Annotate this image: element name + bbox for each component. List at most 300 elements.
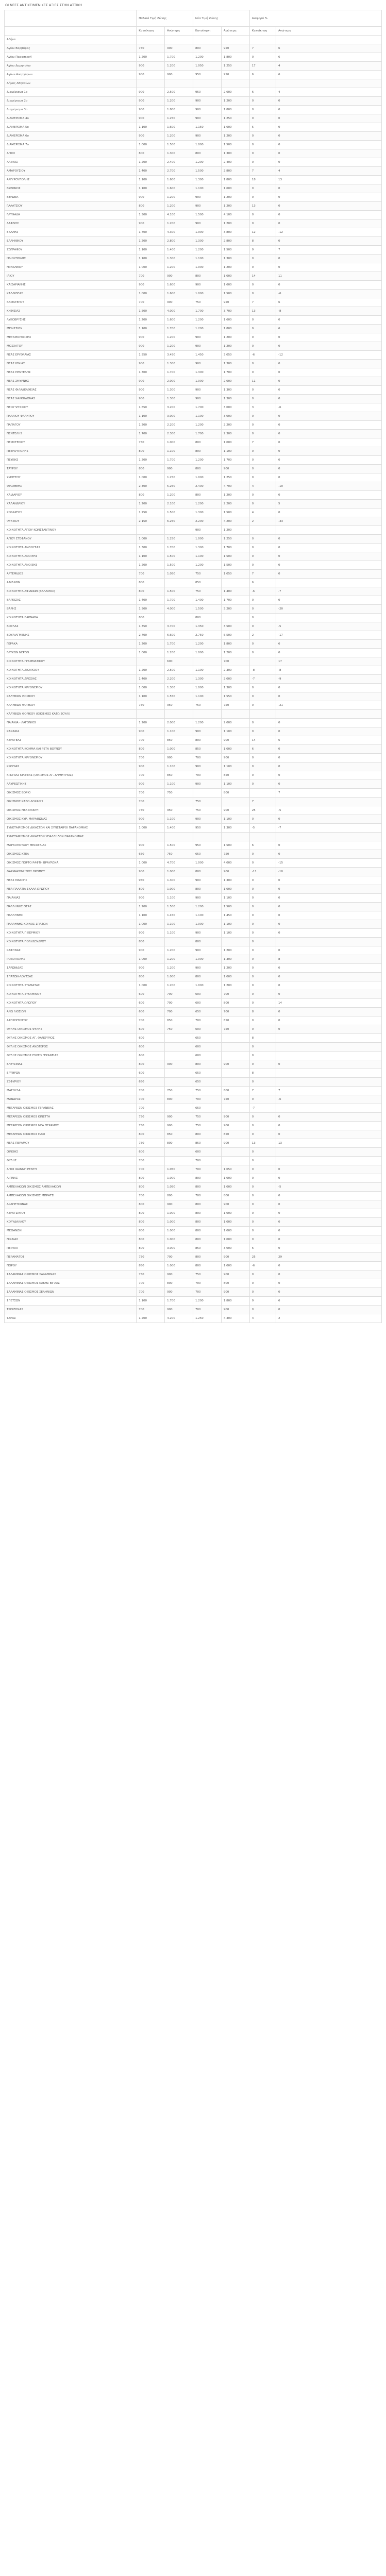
old-residential-cell: 900 <box>137 762 165 771</box>
new-residential-cell: 900 <box>193 395 221 403</box>
table-row <box>5 1218 382 1227</box>
new-residential-cell: 1.100 <box>193 552 221 561</box>
old-residential-cell <box>137 833 165 841</box>
table-row <box>5 298 382 307</box>
old-upper-cell: 900 <box>165 272 193 281</box>
old-residential-cell: 650 <box>137 850 165 859</box>
area-name-cell: ΑΜΠΕΛΑΚΙΩΝ ΟΙΚΙΣΜΟΣ ΑΜΠΕΛΑΚΙΩΝ <box>5 1183 137 1192</box>
diff-residential-cell: 0 <box>249 955 276 964</box>
area-name-cell: ΝΕΑ ΠΑΛΑΤΙΑ ΣΚΑΛΑ ΩΡΩΠΟΥ <box>5 885 137 894</box>
table-row <box>5 990 382 999</box>
diff-residential-cell: 7 <box>249 570 276 579</box>
diff-residential-cell: 0 <box>249 281 276 290</box>
diff-upper-cell: 13 <box>276 1139 382 1148</box>
diff-residential-cell: 0 <box>249 990 276 999</box>
diff-upper-cell: 6 <box>276 736 382 745</box>
old-upper-cell: 1.700 <box>165 53 193 62</box>
area-name-cell: ΜΕΓΑΡΕΩΝ ΟΙΚΙΣΜΟΣ ΓΕΡΑΝΕΙΑΣ <box>5 1104 137 1113</box>
diff-upper-cell: 4 <box>276 167 382 176</box>
table-row <box>5 219 382 228</box>
old-upper-cell: 1.500 <box>165 509 193 517</box>
old-residential-cell: 800 <box>137 1209 165 1218</box>
new-residential-cell: 800 <box>193 1183 221 1192</box>
diff-residential-cell: 4 <box>249 482 276 491</box>
diff-upper-cell: 0 <box>276 395 382 403</box>
old-residential-cell: 1.250 <box>137 509 165 517</box>
old-residential-cell: 750 <box>137 806 165 815</box>
area-name-cell: ΚΑΛΥΒΙΩΝ ΘΟΡΙΚΟΥ (ΟΙΚΙΣΜΟΣ ΚΑΤΩ ΣΟΥΛΙ) <box>5 710 137 719</box>
area-name-cell: ΜΕΤΑΜΟΡΦΩΣΗΣ <box>5 333 137 342</box>
old-residential-cell: 1.100 <box>137 255 165 263</box>
diff-upper-cell <box>276 79 382 88</box>
new-residential-cell: 900 <box>193 281 221 290</box>
new-residential-cell: 800 <box>193 447 221 456</box>
diff-residential-cell: 0 <box>249 1174 276 1183</box>
old-upper-cell: 900 <box>165 754 193 762</box>
diff-upper-cell <box>276 1157 382 1165</box>
table-row <box>5 675 382 684</box>
old-residential-cell: 900 <box>137 946 165 955</box>
diff-upper-cell <box>276 1069 382 1078</box>
new-upper-cell: 1.600 <box>221 184 249 193</box>
area-name-cell: ΜΟΣΧΑΤΟΥ <box>5 342 137 351</box>
diff-residential-cell: 14 <box>249 736 276 745</box>
table-row <box>5 1306 382 1314</box>
new-upper-cell: 1.100 <box>221 815 249 824</box>
area-name-cell: ΒΟΥΛΑΣ <box>5 622 137 631</box>
diff-upper-cell <box>276 1034 382 1043</box>
table-row <box>5 430 382 438</box>
new-upper-cell <box>221 833 249 841</box>
new-upper-cell: 1.500 <box>221 246 249 255</box>
old-upper-cell: 2.300 <box>165 430 193 438</box>
diff-upper-cell: 0 <box>276 719 382 727</box>
new-upper-cell: 1.000 <box>221 1218 249 1227</box>
diff-upper-cell: 0 <box>276 465 382 473</box>
diff-upper-cell: 0 <box>276 97 382 106</box>
new-residential-cell: 1.200 <box>193 456 221 465</box>
table-row <box>5 911 382 920</box>
diff-upper-cell: 0 <box>276 1113 382 1122</box>
area-name-cell: ΚΟΙΝΟΤΗΤΑ ΑΝΟΙΞΗΣ <box>5 561 137 570</box>
new-residential-cell: 1.000 <box>193 920 221 929</box>
diff-residential-cell: 2 <box>249 631 276 640</box>
old-upper-cell: 750 <box>165 1025 193 1034</box>
diff-residential-cell: 0 <box>249 999 276 1008</box>
old-residential-cell: 1.200 <box>137 53 165 62</box>
old-residential-cell: 700 <box>137 1095 165 1104</box>
old-residential-cell: 1.000 <box>137 535 165 544</box>
table-row <box>5 509 382 517</box>
table-row <box>5 71 382 79</box>
area-name-cell: ΑΣΠΡΟΠΥΡΓΟΥ <box>5 1016 137 1025</box>
new-upper-cell <box>221 579 249 587</box>
old-residential-cell: 1.200 <box>137 316 165 325</box>
table-row <box>5 1192 382 1200</box>
old-residential-cell: 800 <box>137 614 165 622</box>
new-upper-cell: 2.300 <box>221 430 249 438</box>
area-name-cell: ΠΕΙΡΑΙΑ <box>5 1244 137 1253</box>
old-upper-cell: 1.000 <box>165 1209 193 1218</box>
old-residential-cell: 2.300 <box>137 482 165 491</box>
old-residential-cell: 700 <box>137 798 165 806</box>
new-residential-cell: 650 <box>193 1008 221 1016</box>
diff-upper-cell: 6 <box>276 640 382 649</box>
old-upper-cell: 1.200 <box>165 342 193 351</box>
area-name-cell: Διαμέρισμα 1ο <box>5 88 137 97</box>
new-upper-cell: 1.200 <box>221 219 249 228</box>
diff-residential-cell: 0 <box>249 1052 276 1060</box>
old-residential-cell: 850 <box>137 1262 165 1270</box>
area-name-cell: ΝΕΑΣ ΧΑΛΚΗΔΟΝΑΣ <box>5 395 137 403</box>
old-upper-cell: 1.000 <box>165 868 193 876</box>
diff-upper-cell: 0 <box>276 771 382 780</box>
old-upper-cell: 1.800 <box>165 106 193 114</box>
new-upper-cell: 1.500 <box>221 509 249 517</box>
diff-residential-cell: 0 <box>249 771 276 780</box>
table-row <box>5 868 382 876</box>
area-name-cell: ΝΕΑΣ ΕΡΥΘΡΑΙΑΣ <box>5 351 137 360</box>
old-upper-cell: 850 <box>165 1130 193 1139</box>
old-residential-cell: 1.500 <box>137 211 165 219</box>
diff-residential-cell: 0 <box>249 1227 276 1235</box>
diff-upper-cell: -10 <box>276 868 382 876</box>
diff-residential-cell: 0 <box>249 211 276 219</box>
new-upper-cell: 1.700 <box>221 456 249 465</box>
diff-residential-cell: 0 <box>249 911 276 920</box>
diff-upper-cell: 0 <box>276 1122 382 1130</box>
diff-residential-cell: 6 <box>249 71 276 79</box>
diff-upper-cell: 0 <box>276 876 382 885</box>
table-row <box>5 1200 382 1209</box>
diff-upper-cell: 0 <box>276 649 382 657</box>
diff-upper-cell: 0 <box>276 158 382 167</box>
table-row <box>5 938 382 946</box>
area-name-cell: ΟΙΚΙΣΜΟΣ ΝΕΑ ΜΑΚΡΗ <box>5 806 137 815</box>
old-residential-cell: 1.000 <box>137 859 165 868</box>
diff-upper-cell: 0 <box>276 114 382 123</box>
new-upper-cell <box>221 798 249 806</box>
new-upper-cell: 3.500 <box>221 622 249 631</box>
diff-upper-cell: -7 <box>276 824 382 833</box>
old-upper-cell <box>165 710 193 719</box>
area-name-cell: ΠΕΡΑΜΑΤΟΣ <box>5 1253 137 1262</box>
diff-residential-cell: 4 <box>249 1314 276 1323</box>
table-row <box>5 184 382 193</box>
area-name-cell: ΣΥΝΕΤΑΙΡΙΣΜΟΣ ΔΙΚΑΣΤΩΝ ΚΑΙ ΣΥΝΕΤΑΙΡΟΙ ΠΑΡΑΝΟΜΙΑΣ <box>5 824 137 833</box>
table-row <box>5 876 382 885</box>
page-title: ΟΙ ΝΕΕΣ ΑΝΤΙΚΕΙΜΕΝΙΚΕΣ ΑΞΙΕΣ ΣΤΗΝ ΑΤΤΙΚΗ <box>5 3 82 7</box>
diff-residential-cell: 18 <box>249 176 276 184</box>
old-upper-cell <box>165 79 193 88</box>
new-upper-cell: 1.200 <box>221 946 249 955</box>
diff-upper-cell: 0 <box>276 570 382 579</box>
old-residential-cell: 1.200 <box>137 561 165 570</box>
diff-residential-cell: 8 <box>249 1069 276 1078</box>
new-residential-cell: 900 <box>193 97 221 106</box>
new-upper-cell: 1.300 <box>221 360 249 368</box>
old-residential-cell: 700 <box>137 1016 165 1025</box>
new-upper-cell: 4.300 <box>221 1314 249 1323</box>
new-residential-cell: 1.400 <box>193 596 221 605</box>
old-residential-cell <box>137 36 165 44</box>
new-residential-cell <box>193 36 221 44</box>
old-upper-cell: 1.500 <box>165 561 193 570</box>
table-row <box>5 1113 382 1122</box>
diff-residential-cell: 0 <box>249 333 276 342</box>
sub-header-cell: Κατοίκηση <box>249 27 276 36</box>
diff-upper-cell: 0 <box>276 447 382 456</box>
table-row <box>5 1043 382 1052</box>
old-upper-cell: 1.500 <box>165 552 193 561</box>
old-upper-cell: 900 <box>165 1200 193 1209</box>
old-residential-cell: 800 <box>137 587 165 596</box>
new-upper-cell: 900 <box>221 1060 249 1069</box>
new-upper-cell: 3.200 <box>221 605 249 614</box>
diff-upper-cell <box>276 1052 382 1060</box>
diff-residential-cell: 0 <box>249 491 276 500</box>
diff-upper-cell: 0 <box>276 780 382 789</box>
diff-residential-cell: 0 <box>249 316 276 325</box>
diff-residential-cell: 0 <box>249 368 276 377</box>
table-row <box>5 79 382 88</box>
old-residential-cell: 1.200 <box>137 666 165 675</box>
old-residential-cell: 700 <box>137 789 165 798</box>
new-residential-cell: 1.300 <box>193 368 221 377</box>
new-residential-cell <box>193 657 221 666</box>
area-name-cell: ΒΥΡΩΝΑ <box>5 193 137 202</box>
area-name-cell: Αγίων Αναργύρων <box>5 71 137 79</box>
new-residential-cell: 1.500 <box>193 605 221 614</box>
area-name-cell: ΚΟΙΝΟΤΗΤΑ ΑΝΘΟΥΣΑΣ <box>5 544 137 552</box>
new-residential-cell: 850 <box>193 745 221 754</box>
table-row <box>5 473 382 482</box>
area-name-cell: ΑΛΙΜΟΣ <box>5 158 137 167</box>
diff-residential-cell: 0 <box>249 141 276 149</box>
table-row <box>5 290 382 298</box>
table-row <box>5 833 382 841</box>
diff-upper-cell: 0 <box>276 745 382 754</box>
old-upper-cell: 900 <box>165 1122 193 1130</box>
old-residential-cell: 1.100 <box>137 1297 165 1306</box>
diff-upper-cell <box>276 579 382 587</box>
new-residential-cell: 600 <box>193 990 221 999</box>
new-residential-cell: 800 <box>193 1227 221 1235</box>
old-residential-cell: 800 <box>137 938 165 946</box>
new-residential-cell: 1.500 <box>193 167 221 176</box>
diff-upper-cell: 6 <box>276 53 382 62</box>
new-upper-cell <box>221 1052 249 1060</box>
old-residential-cell: 2.150 <box>137 517 165 526</box>
old-residential-cell: 1.200 <box>137 1314 165 1323</box>
diff-residential-cell: 0 <box>249 386 276 395</box>
new-upper-cell: 1.300 <box>221 684 249 692</box>
table-row <box>5 841 382 850</box>
diff-upper-cell: 14 <box>276 999 382 1008</box>
new-residential-cell: 800 <box>193 272 221 281</box>
diff-residential-cell: 0 <box>249 1192 276 1200</box>
table-row <box>5 1095 382 1104</box>
old-residential-cell: 800 <box>137 579 165 587</box>
table-row <box>5 973 382 981</box>
new-residential-cell: 1.200 <box>193 640 221 649</box>
area-name-cell: ΔΙΑΜΕΡΙΣΜΑ 6ο <box>5 132 137 141</box>
diff-residential-cell: 0 <box>249 158 276 167</box>
area-name-cell: ΚΟΡΥΔΑΛΛΟΥ <box>5 1218 137 1227</box>
diff-upper-cell: -6 <box>276 290 382 298</box>
diff-upper-cell: -8 <box>276 666 382 675</box>
area-name-cell: ΨΥΧΙΚΟΥ <box>5 517 137 526</box>
new-upper-cell: 4.200 <box>221 517 249 526</box>
table-row <box>5 307 382 316</box>
table-row <box>5 342 382 351</box>
diff-upper-cell: 0 <box>276 946 382 955</box>
new-residential-cell: 650 <box>193 1078 221 1087</box>
diff-residential-cell: 0 <box>249 395 276 403</box>
diff-upper-cell: -17 <box>276 631 382 640</box>
area-name-cell: ΡΟΔΟΠΟΛΗΣ <box>5 955 137 964</box>
old-upper-cell: 2.500 <box>165 88 193 97</box>
area-name-cell: ΚΟΙΝΟΤΗΤΑ ΠΟΛΥΔΕΝΔΡΟΥ <box>5 938 137 946</box>
old-residential-cell: 900 <box>137 193 165 202</box>
old-residential-cell: 1.200 <box>137 719 165 727</box>
new-upper-cell: 1.300 <box>221 255 249 263</box>
old-upper-cell: 1.000 <box>165 885 193 894</box>
old-residential-cell: 1.100 <box>137 176 165 184</box>
old-residential-cell: 600 <box>137 990 165 999</box>
old-upper-cell: 6.600 <box>165 631 193 640</box>
new-upper-cell: 1.300 <box>221 824 249 833</box>
new-residential-cell: 800 <box>193 1235 221 1244</box>
table-row <box>5 1069 382 1078</box>
area-name-cell: ΑΓΙΟΥ ΣΤΕΦΑΝΟΥ <box>5 535 137 544</box>
old-residential-cell: 750 <box>137 1113 165 1122</box>
area-name-cell: ΜΑΡΚΟΠΟΥΛΟΥ ΜΕΣΟΓΑΙΑΣ <box>5 841 137 850</box>
diff-residential-cell: 0 <box>249 97 276 106</box>
table-row <box>5 640 382 649</box>
diff-upper-cell: 0 <box>276 1165 382 1174</box>
old-upper-cell: 1.100 <box>165 447 193 456</box>
diff-residential-cell: 0 <box>249 1113 276 1122</box>
new-upper-cell: 1.000 <box>221 438 249 447</box>
diff-residential-cell: 0 <box>249 605 276 614</box>
new-upper-cell: 1.100 <box>221 780 249 789</box>
old-upper-cell: 1.600 <box>165 290 193 298</box>
new-residential-cell: 900 <box>193 946 221 955</box>
diff-residential-cell: 17 <box>249 62 276 71</box>
old-residential-cell: 900 <box>137 342 165 351</box>
new-upper-cell <box>221 938 249 946</box>
header-old-value: Παλαιά Τιμή Ζώνης <box>137 10 193 27</box>
diff-residential-cell: -7 <box>249 675 276 684</box>
diff-residential-cell: 0 <box>249 859 276 868</box>
old-upper-cell: 1.700 <box>165 596 193 605</box>
old-residential-cell: 900 <box>137 395 165 403</box>
diff-upper-cell: 0 <box>276 981 382 990</box>
diff-residential-cell: 0 <box>249 754 276 762</box>
old-upper-cell: 3.000 <box>165 1244 193 1253</box>
new-residential-cell: 1.200 <box>193 421 221 430</box>
diff-upper-cell: 0 <box>276 219 382 228</box>
area-name-cell: ΚΟΙΝΟΤΗΤΑ ΚΡΥΟΝΕΡΙΟΥ <box>5 754 137 762</box>
area-name-cell: ΤΡΟΙΖΗΝΑΣ <box>5 1306 137 1314</box>
new-upper-cell: 1.200 <box>221 981 249 990</box>
table-row <box>5 412 382 421</box>
old-upper-cell: 4.000 <box>165 605 193 614</box>
diff-residential-cell: 0 <box>249 894 276 903</box>
old-residential-cell: 600 <box>137 1052 165 1060</box>
old-residential-cell: 750 <box>137 1270 165 1279</box>
new-residential-cell: 900 <box>193 342 221 351</box>
new-residential-cell: 650 <box>193 850 221 859</box>
diff-upper-cell <box>276 614 382 622</box>
old-upper-cell: 1.000 <box>165 1262 193 1270</box>
new-residential-cell: 800 <box>193 938 221 946</box>
old-upper-cell: 1.500 <box>165 587 193 596</box>
diff-residential-cell: 0 <box>249 1078 276 1087</box>
diff-residential-cell: 7 <box>249 44 276 53</box>
area-name-cell: ΣΠΕΤΣΩΝ <box>5 1297 137 1306</box>
old-residential-cell: 900 <box>137 377 165 386</box>
area-name-cell: ΔΡΑΠΕΤΣΩΝΑΣ <box>5 1200 137 1209</box>
old-residential-cell: 1.100 <box>137 123 165 132</box>
new-residential-cell: 1.100 <box>193 911 221 920</box>
old-residential-cell: 1.200 <box>137 237 165 246</box>
area-name-cell: ΠΑΛΛΗΝΗΣ <box>5 911 137 920</box>
new-upper-cell <box>221 1034 249 1043</box>
old-upper-cell: 1.200 <box>165 219 193 228</box>
diff-residential-cell: 7 <box>249 298 276 307</box>
old-residential-cell: 1.000 <box>137 684 165 692</box>
table-row <box>5 964 382 973</box>
new-residential-cell <box>193 833 221 841</box>
new-residential-cell: 1.000 <box>193 981 221 990</box>
new-residential-cell: 1.200 <box>193 158 221 167</box>
old-residential-cell: 900 <box>137 815 165 824</box>
area-name-cell: ΚΑΝΑΚΙΑ <box>5 727 137 736</box>
table-row <box>5 736 382 745</box>
table-row <box>5 596 382 605</box>
old-residential-cell: 600 <box>137 1025 165 1034</box>
new-residential-cell: 1.200 <box>193 246 221 255</box>
area-name-cell: ΣΑΛΑΜΙΝΑΣ ΟΙΚΙΣΜΟΣ ΣΕΛΗΝΙΩΝ <box>5 1288 137 1297</box>
table-row <box>5 62 382 71</box>
area-name-cell: ΒΥΡΩΝΟΣ <box>5 184 137 193</box>
old-upper-cell: 2.400 <box>165 158 193 167</box>
new-residential-cell: 900 <box>193 876 221 885</box>
table-row <box>5 255 382 263</box>
area-name-cell: ΚΟΙΝΟΤΗΤΑ ΑΓΙΟΥ ΚΩΝΣΤΑΝΤΙΝΟΥ <box>5 526 137 535</box>
table-row <box>5 535 382 544</box>
diff-upper-cell: -8 <box>276 307 382 316</box>
new-residential-cell: 650 <box>193 1104 221 1113</box>
new-upper-cell: 2.000 <box>221 675 249 684</box>
old-upper-cell <box>165 1043 193 1052</box>
diff-residential-cell: 0 <box>249 263 276 272</box>
old-upper-cell: 1.600 <box>165 176 193 184</box>
old-residential-cell: 800 <box>137 202 165 211</box>
new-residential-cell: 900 <box>193 727 221 736</box>
old-upper-cell: 1.200 <box>165 193 193 202</box>
table-row <box>5 684 382 692</box>
diff-upper-cell: 0 <box>276 263 382 272</box>
old-residential-cell: 900 <box>137 868 165 876</box>
table-row <box>5 333 382 342</box>
area-name-cell: ΚΕΡΑΤΣΙΝΙΟΥ <box>5 1209 137 1218</box>
diff-residential-cell: 7 <box>249 1087 276 1095</box>
new-residential-cell: 900 <box>193 193 221 202</box>
old-residential-cell: 800 <box>137 1200 165 1209</box>
